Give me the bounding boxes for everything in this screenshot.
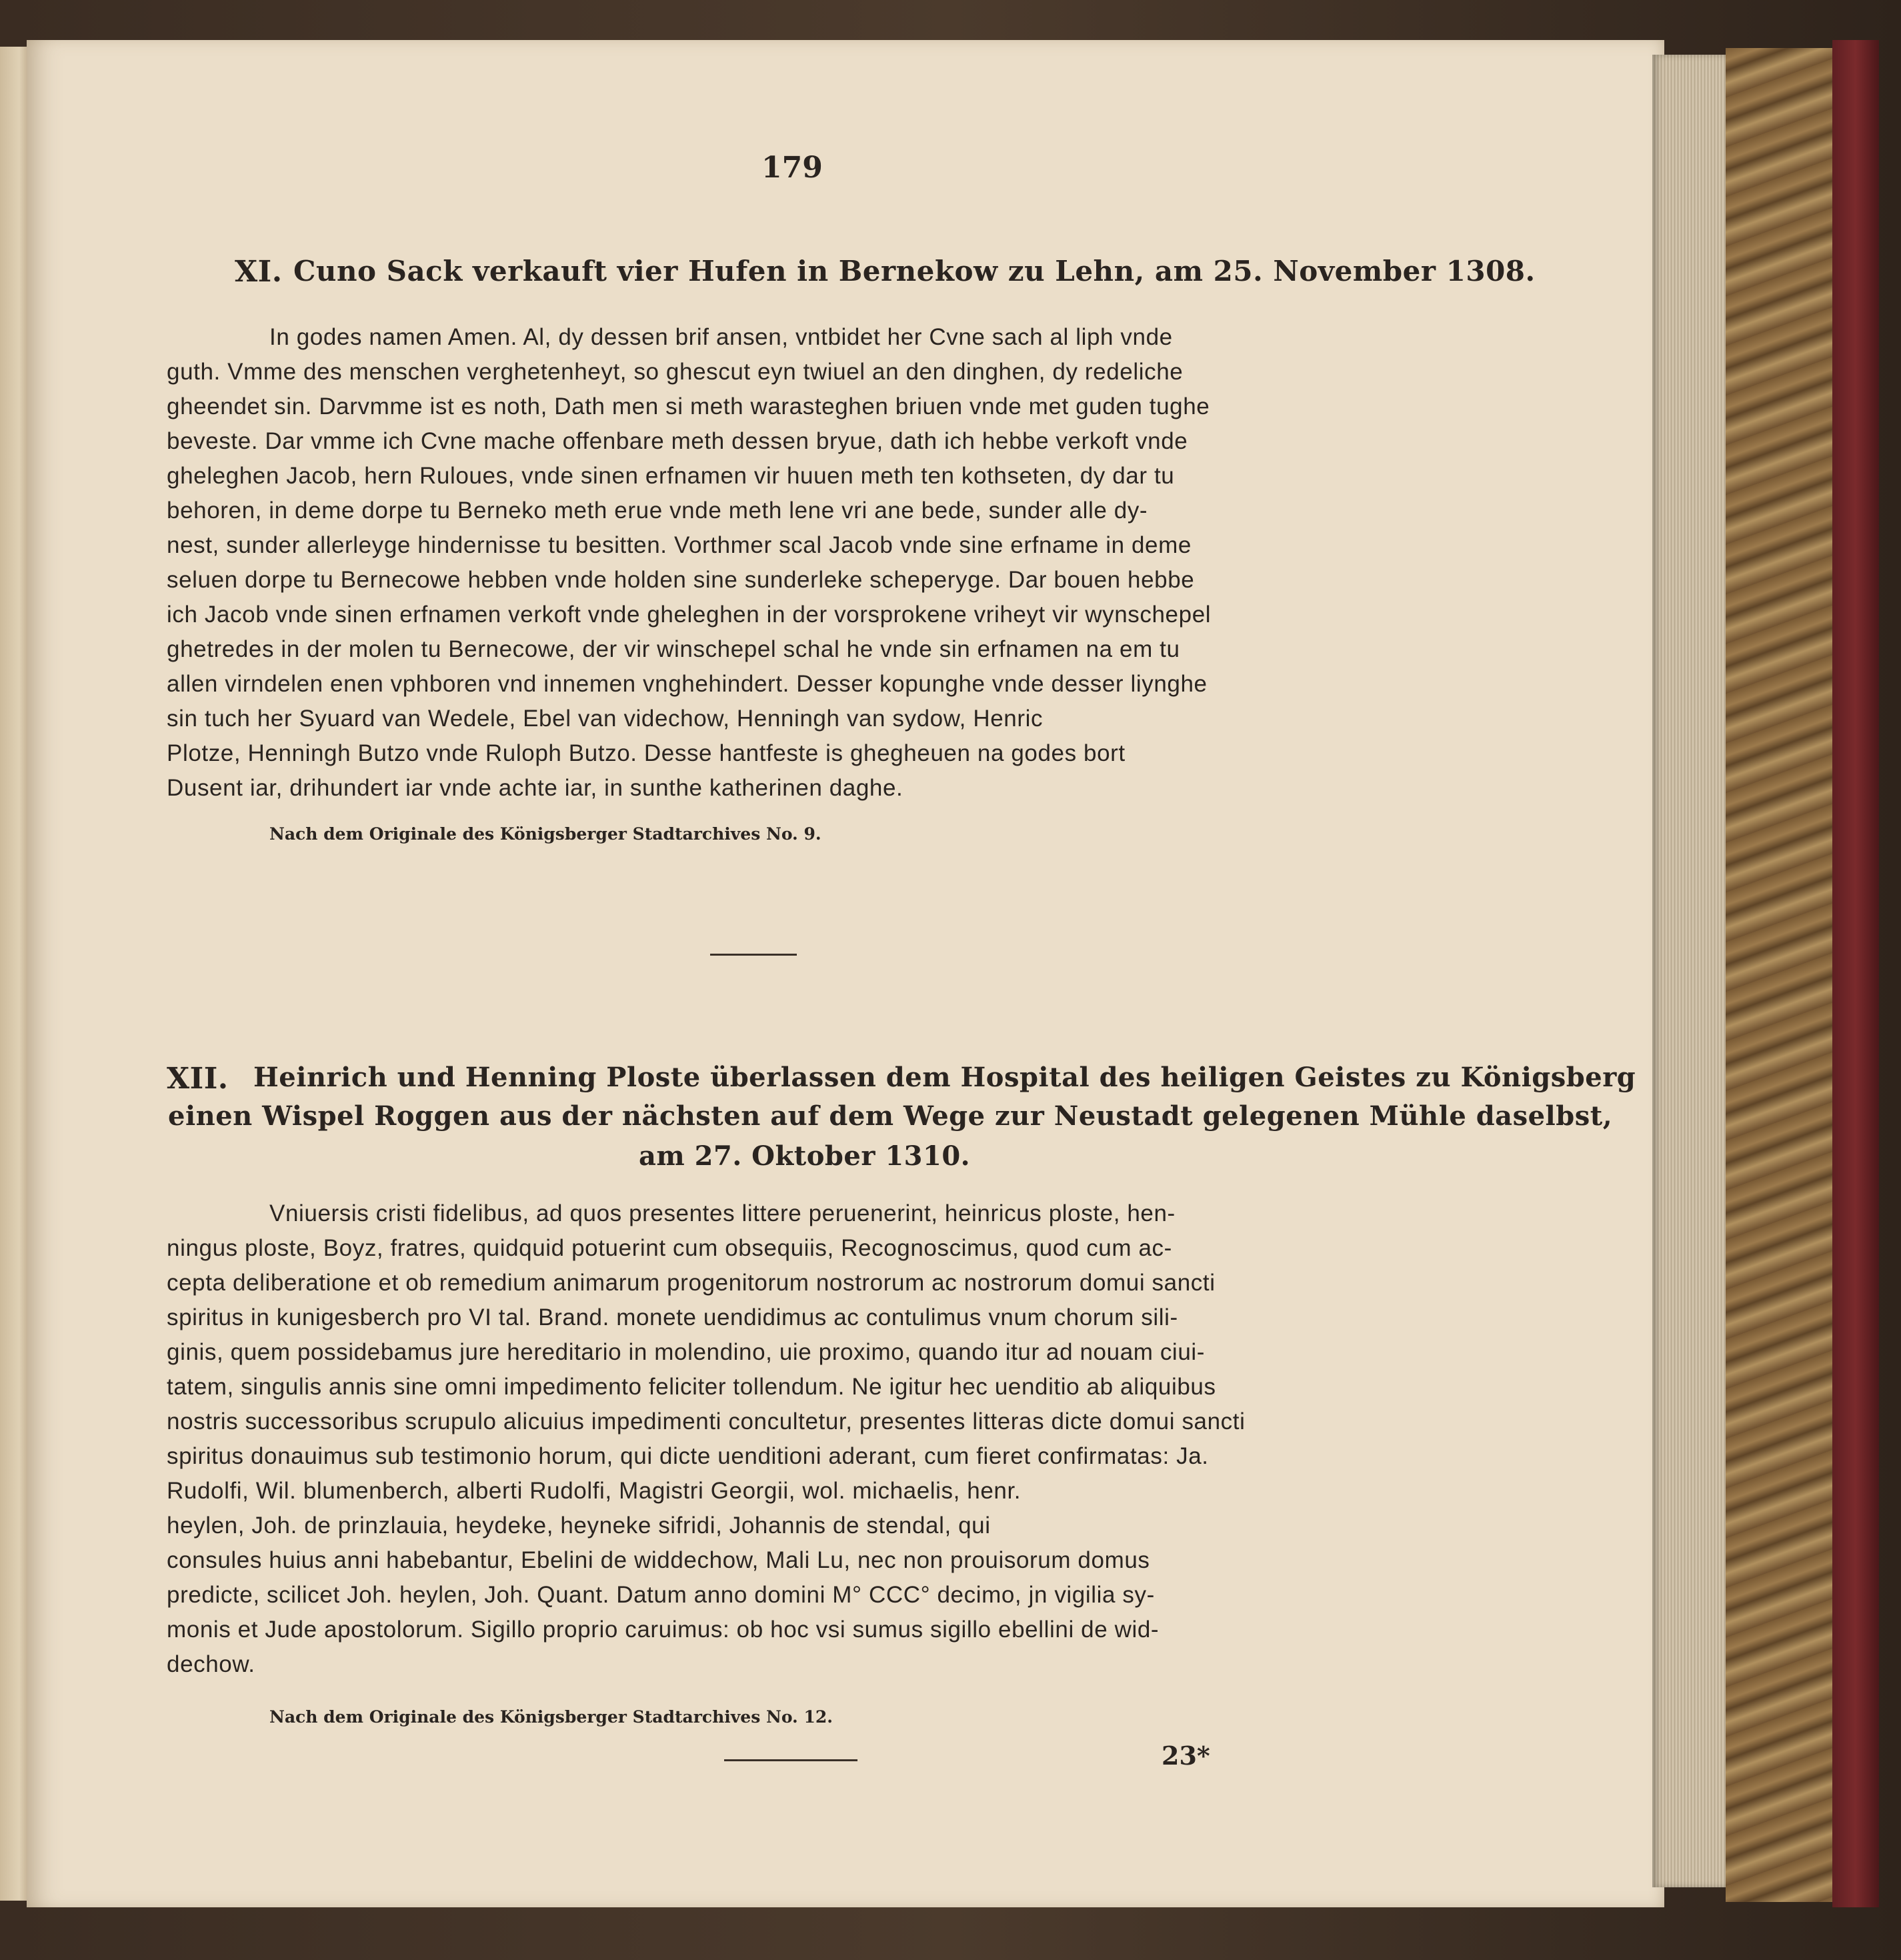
section-xii-line: ningus ploste, Boyz, fratres, quidquid potuerint cum obsequiis, Recognoscimus, quod cum ac- xyxy=(167,1235,1172,1261)
page-stack-edge xyxy=(1652,55,1726,1887)
section-xii-line: heylen, Joh. de prinzlauia, heydeke, heyneke sifridi, Johannis de stendal, qui xyxy=(167,1513,991,1539)
section-xi-line: gheleghen Jacob, hern Ruloues, vnde sinen erfnamen vir huuen meth ten kothseten, dy dar tu xyxy=(167,463,1175,489)
marbled-cover-board xyxy=(1726,48,1832,1902)
section-xii-line: consules huius anni habebantur, Ebelini de widdechow, Mali Lu, nec non prouisorum domus xyxy=(167,1547,1150,1573)
section-xii-line: ginis, quem possidebamus jure hereditario in molendino, uie proximo, quando itur ad nouam ciui- xyxy=(167,1339,1206,1365)
page-number: 179 xyxy=(761,151,823,185)
section-xii-line: spiritus in kunigesberch pro VI tal. Brand. monete uendidimus ac contulimus vnum chorum sili- xyxy=(167,1304,1178,1330)
section-xi-line: ghetredes in der molen tu Bernecowe, der vir winschepel schal he vnde sin erfnamen na em tu xyxy=(167,636,1180,662)
section-xii-title-line: Heinrich und Henning Ploste überlassen dem Hospital des heiligen Geistes zu Königsberg xyxy=(253,1062,1636,1093)
section-xii-line: tatem, singulis annis sine omni impedimento feliciter tollendum. Ne igitur hec uenditio ab aliquibus xyxy=(167,1374,1216,1400)
section-xi-line: seluen dorpe tu Bernecowe hebben vnde holden sine sunderleke scheperyge. Dar bouen hebbe xyxy=(167,567,1195,593)
section-xii-line: spiritus donauimus sub testimonio horum, qui dicte uenditioni aderant, cum fieret confirmatas: Ja. xyxy=(167,1443,1209,1469)
section-xii-line: dechow. xyxy=(167,1651,255,1677)
section-xi-line: guth. Vmme des menschen verghetenheyt, so ghescut eyn twiuel an den dinghen, dy redeliche xyxy=(167,359,1184,385)
section-xi-line: gheendet sin. Darvmme ist es noth, Dath men si meth warasteghen briuen vnde met guden tughe xyxy=(167,393,1210,419)
section-xii-source-note: Nach dem Originale des Königsberger Stadtarchives No. 12. xyxy=(269,1707,833,1727)
section-xi-numeral: XI. xyxy=(235,255,283,289)
section-xi-line: beveste. Dar vmme ich Cvne mache offenbare meth dessen bryue, dath ich hebbe verkoft vnde xyxy=(167,428,1188,454)
section-xii-title-line: am 27. Oktober 1310. xyxy=(639,1140,971,1172)
section-xi-line: ich Jacob vnde sinen erfnamen verkoft vnde gheleghen in der vorsprokene vriheyt vir wynschepel xyxy=(167,602,1212,628)
section-xii-line: Vniuersis cristi fidelibus, ad quos presentes littere peruenerint, heinricus ploste, hen- xyxy=(269,1200,1176,1226)
section-xi-title: Cuno Sack verkauft vier Hufen in Bernekow zu Lehn, am 25. November 1308. xyxy=(293,255,1536,287)
section-xi-line: sin tuch her Syuard van Wedele, Ebel van videchow, Henningh van sydow, Henric xyxy=(167,706,1044,732)
section-xii-line: monis et Jude apostolorum. Sigillo proprio caruimus: ob hoc vsi sumus sigillo ebellini de wid- xyxy=(167,1617,1160,1643)
section-xii-line: Rudolfi, Wil. blumenberch, alberti Rudolfi, Magistri Georgii, wol. michaelis, henr. xyxy=(167,1478,1022,1504)
section-xii-line: nostris successoribus scrupulo alicuius impedimenti concultetur, presentes litteras dicte domui sancti xyxy=(167,1408,1246,1434)
section-xii-line: predicte, scilicet Joh. heylen, Joh. Quant. Datum anno domini M° CCC° decimo, jn vigilia sy- xyxy=(167,1582,1155,1608)
section-xi-line: In godes namen Amen. Al, dy dessen brif ansen, vntbidet her Cvne sach al liph vnde xyxy=(269,324,1173,350)
section-xii-numeral: XII. xyxy=(167,1062,229,1096)
signature-mark: 23* xyxy=(1162,1741,1210,1771)
section-xi-line: allen virndelen enen vphboren vnd innemen vnghehindert. Desser kopunghe vnde desser liynghe xyxy=(167,671,1208,697)
section-xii-line: cepta deliberatione et ob remedium animarum progenitorum nostrorum ac nostrorum domui sancti xyxy=(167,1270,1216,1296)
section-xi-line: Dusent iar, drihundert iar vnde achte iar, in sunthe katherinen daghe. xyxy=(167,775,903,801)
section-xi-line: nest, sunder allerleyge hindernisse tu besitten. Vorthmer scal Jacob vnde sine erfname in deme xyxy=(167,532,1192,558)
section-xi-line: behoren, in deme dorpe tu Berneko meth erue vnde meth lene vri ane bede, sunder alle dy- xyxy=(167,498,1148,524)
leather-cover-edge xyxy=(1832,40,1879,1907)
footer-divider xyxy=(724,1759,857,1761)
section-xi-source-note: Nach dem Originale des Königsberger Stadtarchives No. 9. xyxy=(269,824,821,844)
section-xi-line: Plotze, Henningh Butzo vnde Ruloph Butzo. Desse hantfeste is ghegheuen na godes bort xyxy=(167,740,1126,766)
section-xii-title-line: einen Wispel Roggen aus der nächsten auf dem Wege zur Neustadt gelegenen Mühle daselbst, xyxy=(168,1100,1613,1132)
section-divider xyxy=(710,954,797,956)
